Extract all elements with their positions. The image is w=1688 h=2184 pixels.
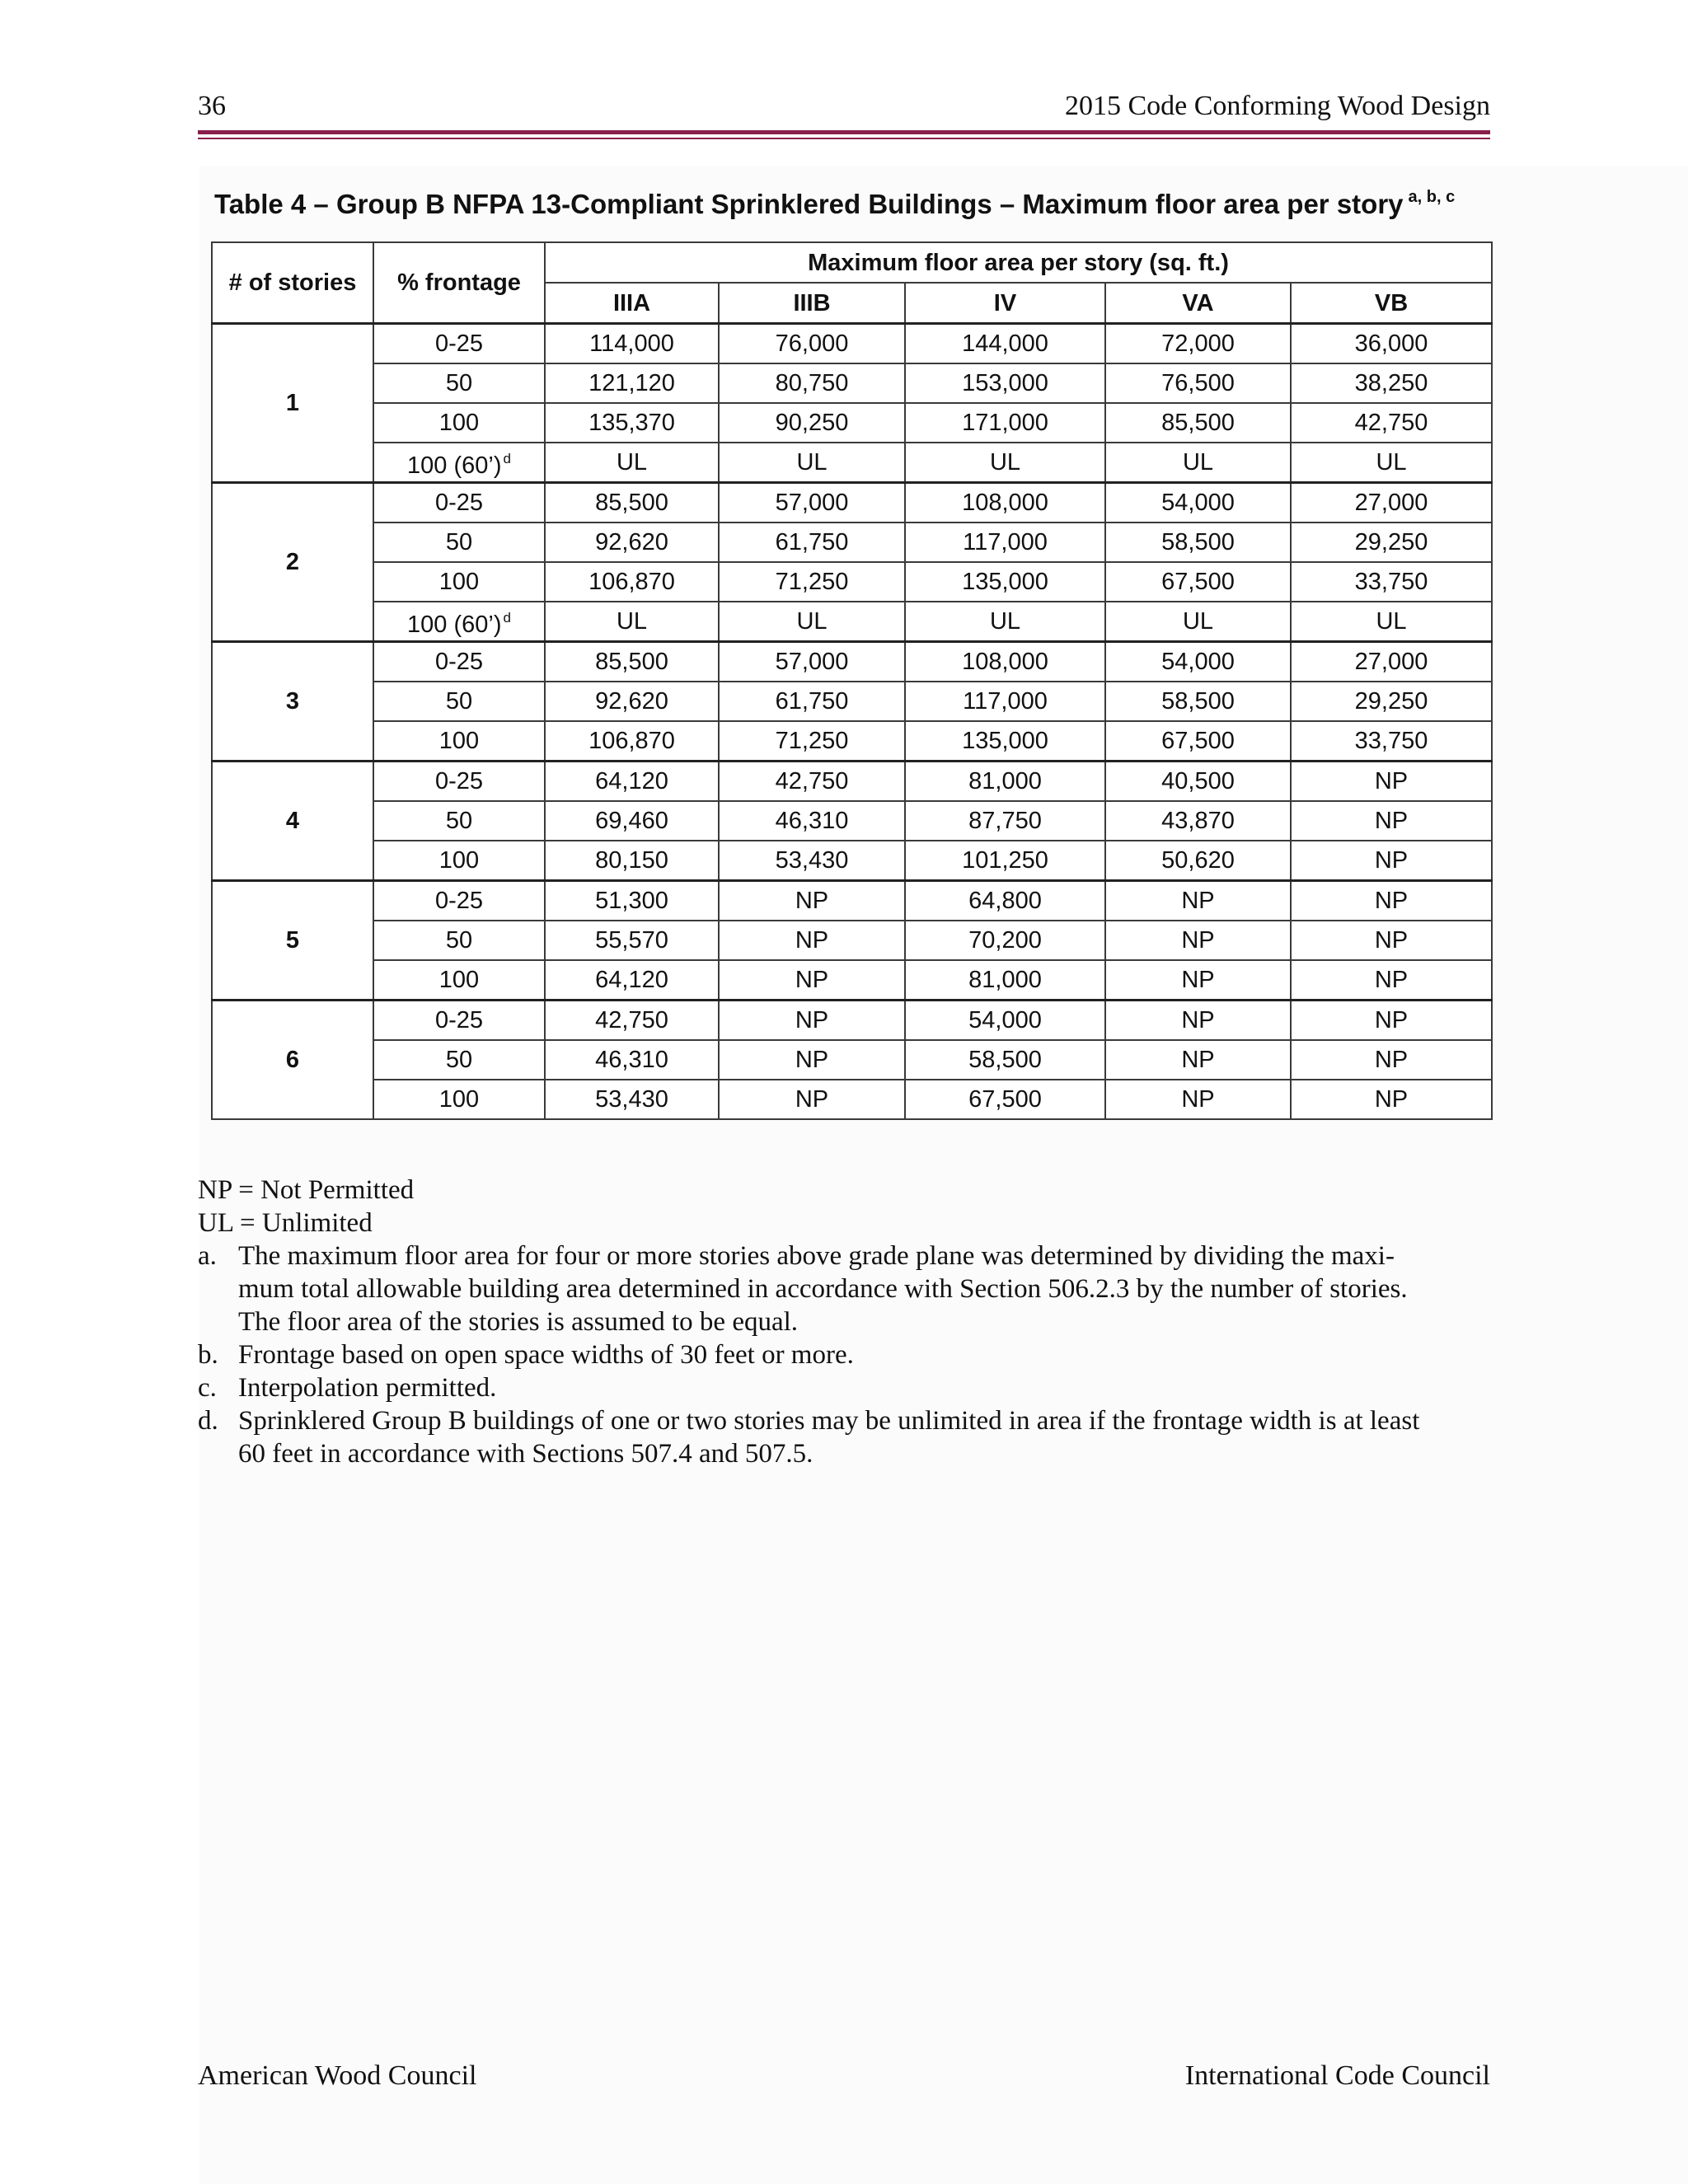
area-value-cell: 85,500 (545, 642, 719, 682)
table-row (212, 403, 1492, 443)
area-value-cell: 117,000 (905, 682, 1105, 721)
header-type: IV (905, 283, 1105, 324)
frontage-value: 100 (438, 847, 480, 874)
frontage-cell (373, 1080, 545, 1119)
area-value-cell: UL (1105, 602, 1291, 642)
frontage-cell (373, 642, 545, 682)
area-value-cell: 58,500 (1105, 523, 1291, 562)
area-value-cell: NP (1105, 1040, 1291, 1080)
stories-cell: 3 (212, 642, 373, 762)
abbreviation-np: NP = Not Permitted (198, 1175, 415, 1205)
area-value-cell: 64,800 (905, 881, 1105, 921)
frontage-value: 50 (445, 370, 473, 396)
footnote-letter: b. (198, 1340, 218, 1370)
frontage-cell (373, 921, 545, 960)
page-number: 36 (198, 91, 226, 121)
area-value-cell: 42,750 (719, 762, 905, 802)
table-row (212, 960, 1492, 1001)
area-value-cell: 57,000 (719, 483, 905, 523)
area-value-cell: NP (1291, 881, 1492, 921)
frontage-cell (373, 841, 545, 881)
table-row (212, 801, 1492, 841)
area-value-cell: NP (719, 921, 905, 960)
area-value-cell: NP (719, 1080, 905, 1119)
area-value-cell: 108,000 (905, 483, 1105, 523)
area-value-cell: 117,000 (905, 523, 1105, 562)
frontage-cell (373, 562, 545, 602)
frontage-cell (373, 721, 545, 762)
area-value-cell: 33,750 (1291, 721, 1492, 762)
area-value-cell: 76,500 (1105, 363, 1291, 403)
area-value-cell: UL (1291, 602, 1492, 642)
table-row (212, 682, 1492, 721)
area-value-cell: 135,000 (905, 562, 1105, 602)
footnote (198, 1338, 1484, 1371)
area-value-cell: 71,250 (719, 562, 905, 602)
table-row (212, 1040, 1492, 1080)
area-value-cell: 58,500 (1105, 682, 1291, 721)
area-value-cell: 53,430 (545, 1080, 719, 1119)
area-value-cell: 64,120 (545, 960, 719, 1001)
area-value-cell: 144,000 (905, 324, 1105, 364)
area-value-cell: 33,750 (1291, 562, 1492, 602)
frontage-value: 0-25 (434, 768, 484, 794)
area-value-cell: UL (905, 443, 1105, 483)
running-title: 2015 Code Conforming Wood Design (1064, 91, 1490, 121)
area-value-cell: 46,310 (545, 1040, 719, 1080)
area-value-cell: 70,200 (905, 921, 1105, 960)
area-value-cell: 64,120 (545, 762, 719, 802)
frontage-cell (373, 881, 545, 921)
area-value-cell: 40,500 (1105, 762, 1291, 802)
frontage-value: 0-25 (434, 490, 484, 516)
area-value-cell: 171,000 (905, 403, 1105, 443)
area-value-cell: UL (719, 443, 905, 483)
area-value-cell: 108,000 (905, 642, 1105, 682)
frontage-value: 0-25 (434, 1007, 484, 1033)
frontage-value: 100 (438, 967, 480, 993)
header-rule-thin (198, 138, 1490, 139)
page-header (198, 91, 1490, 127)
frontage-value: 50 (445, 808, 473, 834)
area-value-cell: 67,500 (1105, 562, 1291, 602)
area-value-cell: 29,250 (1291, 682, 1492, 721)
table-row (212, 642, 1492, 682)
area-value-cell: NP (719, 881, 905, 921)
footnote-letter: d. (198, 1406, 218, 1436)
area-value-cell: 85,500 (545, 483, 719, 523)
frontage-value: 0-25 (434, 330, 484, 357)
area-value-cell: NP (719, 960, 905, 1001)
area-value-cell: NP (719, 1040, 905, 1080)
footnote-line: Sprinklered Group B buildings of one or two stories may be unlimited in area if the frontage width is at least (238, 1406, 1420, 1436)
area-value-cell: UL (1291, 443, 1492, 483)
table-title (214, 188, 1500, 220)
table-row (212, 602, 1492, 642)
frontage-footnote-marker: d (503, 451, 511, 466)
area-value-cell: NP (1291, 762, 1492, 802)
area-value-cell: 36,000 (1291, 324, 1492, 364)
frontage-cell (373, 602, 545, 642)
area-value-cell: 54,000 (905, 1001, 1105, 1041)
footnote-letter: a. (198, 1241, 217, 1271)
frontage-value: 100 (60’) (407, 612, 502, 638)
area-value-cell: 38,250 (1291, 363, 1492, 403)
area-value-cell: NP (1291, 841, 1492, 881)
area-value-cell: NP (1291, 1040, 1492, 1080)
frontage-value: 100 (438, 410, 480, 436)
area-value-cell: 67,500 (1105, 721, 1291, 762)
area-value-cell: 61,750 (719, 682, 905, 721)
area-value-cell: NP (1291, 921, 1492, 960)
area-value-cell: 27,000 (1291, 642, 1492, 682)
table-row (212, 762, 1492, 802)
table-body (212, 324, 1492, 1120)
footnote (198, 1371, 1484, 1404)
area-value-cell: NP (719, 1001, 905, 1041)
area-value-cell: NP (1105, 1080, 1291, 1119)
frontage-cell (373, 801, 545, 841)
area-value-cell: 85,500 (1105, 403, 1291, 443)
area-value-cell: UL (545, 443, 719, 483)
frontage-cell (373, 682, 545, 721)
area-value-cell: 42,750 (545, 1001, 719, 1041)
area-value-cell: 58,500 (905, 1040, 1105, 1080)
header-type: IIIA (545, 283, 719, 324)
area-value-cell: 80,750 (719, 363, 905, 403)
area-value-cell: 76,000 (719, 324, 905, 364)
area-value-cell: 106,870 (545, 721, 719, 762)
area-value-cell: 106,870 (545, 562, 719, 602)
area-value-cell: 114,000 (545, 324, 719, 364)
area-value-cell: NP (1105, 881, 1291, 921)
footnote-line: Interpolation permitted. (238, 1373, 497, 1403)
table-notes (198, 1174, 1484, 1470)
area-value-cell: 81,000 (905, 762, 1105, 802)
area-value-cell: UL (905, 602, 1105, 642)
area-value-cell: 135,000 (905, 721, 1105, 762)
area-value-cell: 87,750 (905, 801, 1105, 841)
footnote-line: The maximum floor area for four or more stories above grade plane was determined by dividing the maxi- (238, 1241, 1395, 1271)
table-row (212, 562, 1492, 602)
frontage-cell (373, 324, 545, 364)
area-value-cell: NP (1105, 960, 1291, 1001)
table-row (212, 721, 1492, 762)
area-value-cell: 51,300 (545, 881, 719, 921)
frontage-value: 50 (445, 529, 473, 555)
area-value-cell: NP (1291, 960, 1492, 1001)
frontage-value: 100 (438, 1086, 480, 1113)
table-row (212, 363, 1492, 403)
header-type: IIIB (719, 283, 905, 324)
frontage-cell (373, 1001, 545, 1041)
footer-left: American Wood Council (198, 2060, 477, 2091)
table-row (212, 921, 1492, 960)
frontage-value: 50 (445, 688, 473, 715)
header-row-1 (212, 242, 1492, 283)
area-value-cell: 57,000 (719, 642, 905, 682)
footnote-list (198, 1240, 1484, 1470)
footnote-line: The floor area of the stories is assumed to be equal. (238, 1307, 799, 1337)
area-value-cell: 81,000 (905, 960, 1105, 1001)
header-type: VB (1291, 283, 1492, 324)
area-value-cell: 92,620 (545, 682, 719, 721)
frontage-cell (373, 483, 545, 523)
area-value-cell: NP (1105, 921, 1291, 960)
area-value-cell: 50,620 (1105, 841, 1291, 881)
frontage-cell (373, 363, 545, 403)
frontage-cell (373, 762, 545, 802)
area-value-cell: 42,750 (1291, 403, 1492, 443)
frontage-cell (373, 523, 545, 562)
table-row (212, 881, 1492, 921)
table-row (212, 1001, 1492, 1041)
frontage-value: 0-25 (434, 888, 484, 914)
area-value-cell: UL (545, 602, 719, 642)
footnote-line: 60 feet in accordance with Sections 507.4 and 507.5. (238, 1439, 814, 1469)
area-value-cell: 92,620 (545, 523, 719, 562)
area-value-cell: 153,000 (905, 363, 1105, 403)
table-row (212, 443, 1492, 483)
header-type: VA (1105, 283, 1291, 324)
abbreviation-ul: UL = Unlimited (198, 1208, 373, 1238)
area-value-cell: 43,870 (1105, 801, 1291, 841)
stories-cell: 2 (212, 483, 373, 642)
area-value-cell: 54,000 (1105, 642, 1291, 682)
header-max-floor-area: Maximum floor area per story (sq. ft.) (545, 242, 1492, 283)
frontage-value: 100 (438, 569, 480, 595)
table-row (212, 483, 1492, 523)
area-value-cell: 135,370 (545, 403, 719, 443)
area-value-cell: NP (1105, 1001, 1291, 1041)
area-value-cell: 53,430 (719, 841, 905, 881)
footnote-line: Frontage based on open space widths of 30 feet or more. (238, 1340, 854, 1370)
area-value-cell: 54,000 (1105, 483, 1291, 523)
area-value-cell: 46,310 (719, 801, 905, 841)
page-footer (198, 2060, 1490, 2097)
area-value-cell: 61,750 (719, 523, 905, 562)
area-value-cell: 55,570 (545, 921, 719, 960)
area-value-cell: 29,250 (1291, 523, 1492, 562)
table-title-text: Table 4 – Group B NFPA 13-Compliant Sprinklered Buildings – Maximum floor area per story (214, 189, 1404, 219)
frontage-cell (373, 1040, 545, 1080)
header-rule-thick (198, 130, 1490, 134)
area-value-cell: 67,500 (905, 1080, 1105, 1119)
table-row (212, 324, 1492, 364)
frontage-value: 50 (445, 1047, 473, 1073)
table-row (212, 1080, 1492, 1119)
area-value-cell: 72,000 (1105, 324, 1291, 364)
floor-area-table (211, 241, 1493, 1120)
table-row (212, 841, 1492, 881)
stories-cell: 4 (212, 762, 373, 881)
area-value-cell: 69,460 (545, 801, 719, 841)
area-value-cell: 80,150 (545, 841, 719, 881)
frontage-cell (373, 443, 545, 483)
header-frontage: % frontage (373, 242, 545, 324)
frontage-footnote-marker: d (503, 610, 511, 626)
area-value-cell: 27,000 (1291, 483, 1492, 523)
area-value-cell: 71,250 (719, 721, 905, 762)
header-stories: # of stories (212, 242, 373, 324)
area-value-cell: NP (1291, 1080, 1492, 1119)
area-value-cell: UL (719, 602, 905, 642)
frontage-value: 0-25 (434, 649, 484, 675)
table-row (212, 523, 1492, 562)
stories-cell: 6 (212, 1001, 373, 1120)
footnote (198, 1240, 1484, 1338)
stories-cell: 1 (212, 324, 373, 483)
area-value-cell: NP (1291, 1001, 1492, 1041)
frontage-cell (373, 960, 545, 1001)
area-value-cell: 90,250 (719, 403, 905, 443)
area-value-cell: NP (1291, 801, 1492, 841)
frontage-cell (373, 403, 545, 443)
frontage-value: 50 (445, 927, 473, 954)
area-value-cell: 101,250 (905, 841, 1105, 881)
footnote (198, 1404, 1484, 1470)
area-value-cell: 121,120 (545, 363, 719, 403)
frontage-value: 100 (60’) (407, 452, 502, 479)
footer-right: International Code Council (1184, 2060, 1490, 2091)
footnote-line: mum total allowable building area determined in accordance with Section 506.2.3 by the number of stories. (238, 1274, 1408, 1304)
stories-cell: 5 (212, 881, 373, 1001)
footnote-letter: c. (198, 1373, 217, 1403)
area-value-cell: UL (1105, 443, 1291, 483)
table-title-superscript: a, b, c (1408, 188, 1456, 206)
frontage-value: 100 (438, 728, 480, 754)
